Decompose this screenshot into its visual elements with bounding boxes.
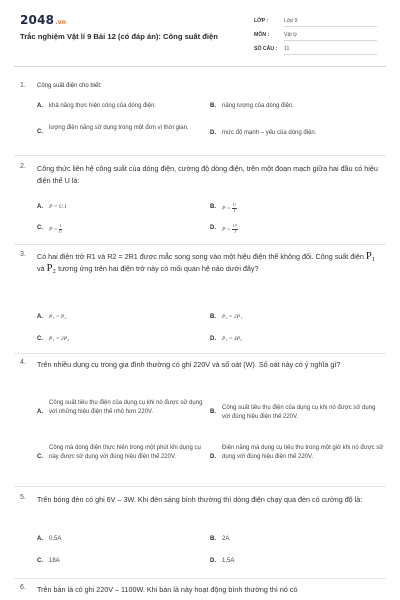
question-divider <box>14 244 386 245</box>
math-p1: P₁ <box>365 251 376 262</box>
formula: P₂ = 2P₁ <box>222 314 243 320</box>
option-text: mức độ mạnh – yếu của dòng điện. <box>222 130 317 136</box>
info-count <box>254 46 289 52</box>
info-subject <box>254 32 297 38</box>
question-text: Trên nhiều dụng cụ trong gia đình thường có ghi 220V và số oát (W). Số oát này có ý nghĩa gì? <box>37 360 341 369</box>
option-text: 0,5A <box>49 536 62 542</box>
question-number: 5. <box>20 494 26 501</box>
option-text: 18A <box>49 558 60 564</box>
formula: P = $\frac{U}{I}$ <box>222 202 236 213</box>
option-text: 1,5A <box>222 558 235 564</box>
option-text: khả năng thực hiện công của dòng điện. <box>49 103 157 109</box>
info-value: Lớp 9 <box>284 18 298 24</box>
formula: P = $\frac{\text{U²}}{I}$ <box>222 223 238 234</box>
fraction: $\frac{I}{U}$ <box>59 223 63 234</box>
math-p2: P₂ <box>46 263 57 274</box>
info-underline <box>284 54 377 55</box>
fraction: $\frac{\text{U²}}{I}$ <box>232 223 238 234</box>
info-label: LỚP : <box>254 18 269 24</box>
question-text: Có hai điện trở R1 và R2 = 2R1 được mắc song song vào một hiệu điện thế không đổi. Công suất điện P₁ và P₂ tương ứng trên hai điện trở này có mối quan hệ nào dưới đây? <box>37 251 376 274</box>
question-6 <box>20 584 390 598</box>
info-value: Vật lý <box>284 32 297 38</box>
question-divider <box>14 486 386 487</box>
question-divider <box>14 155 386 156</box>
question-number: 6. <box>20 584 26 591</box>
option-text: Công suất tiêu thụ điện của dụng cụ khi nó được sử dụng với những hiệu điện thế nhỏ hơn 220V. <box>49 400 203 415</box>
question-text: Công thức liên hệ công suất của dòng điện, cường độ dòng điện, trên một đoạn mạch giữa hai đầu có hiệu điện thế U là: <box>37 164 378 185</box>
option-text: Điện năng mà dụng cụ tiêu thụ trong một giờ khi nó được sử dụng với đúng hiệu điện thế 220V. <box>222 445 384 460</box>
header-divider <box>14 66 386 67</box>
fraction: $\frac{U}{I}$ <box>232 202 236 213</box>
question-number: 2. <box>20 163 26 170</box>
question-number: 4. <box>20 359 26 366</box>
formula: P₁ = 4P₂ <box>222 336 243 342</box>
question-divider <box>14 353 386 354</box>
question-number: 3. <box>20 251 26 258</box>
option-text: 2A <box>222 536 230 542</box>
option-text: lượng điện năng sử dụng trong một đơn vị thời gian. <box>49 125 189 131</box>
logo-main: 2048 <box>20 13 55 27</box>
option-text: Công suất tiêu thụ điện của dụng cụ khi nó được sử dụng với đúng hiệu điện thế 220V. <box>222 405 376 420</box>
info-label: SỐ CÂU : <box>254 46 278 52</box>
question-text: Trên bóng đèn có ghi 6V – 3W. Khi đèn sáng bình thường thì dòng điện chạy qua đèn có cường độ là: <box>37 495 363 504</box>
question-divider <box>14 578 386 579</box>
logo-suffix: .vn <box>55 19 67 26</box>
option-text: Công mà dòng điện thực hiện trong một phút khi dụng cụ này được sử dụng với đúng hiệu điện thế 220V. <box>49 445 201 460</box>
formula: P = $\frac{I}{U}$ <box>49 223 63 234</box>
question-text: Trên bàn là có ghi 220V – 1100W. Khi bàn là này hoạt động bình thường thì nó có <box>37 585 298 594</box>
info-label: MÔN : <box>254 32 270 38</box>
info-underline <box>284 26 377 27</box>
formula: P = U.I <box>49 204 67 210</box>
question-number: 1. <box>20 82 26 89</box>
question-text: Công suất điện cho biết: <box>37 83 102 89</box>
option-text: năng lượng của dòng điện. <box>222 103 295 109</box>
site-logo[interactable] <box>20 13 66 27</box>
info-value: 11 <box>284 46 290 52</box>
formula: P₁ = 2P₂ <box>49 336 70 342</box>
info-underline <box>284 40 377 41</box>
info-class <box>254 18 298 24</box>
formula: P₁ = P₂ <box>49 314 67 320</box>
page-title: Trắc nghiệm Vật lí 9 Bài 12 (có đáp án): Công suất điện <box>20 32 218 41</box>
